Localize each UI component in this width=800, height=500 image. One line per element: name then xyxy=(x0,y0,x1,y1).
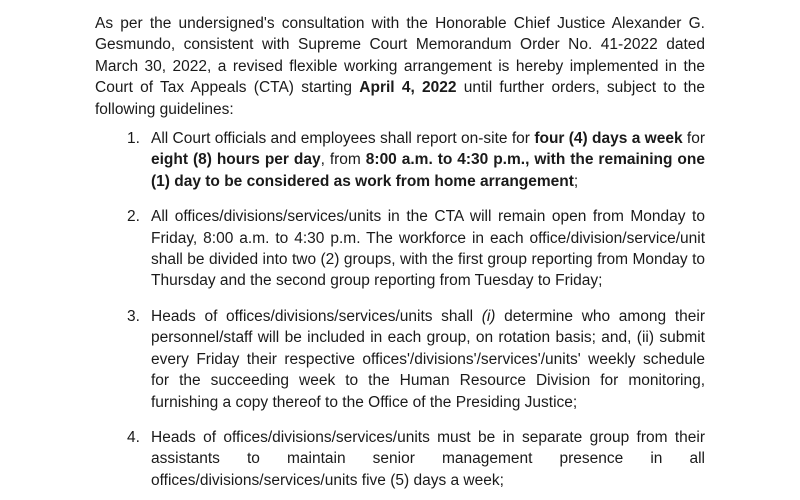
guideline-text xyxy=(151,130,705,190)
guideline-text xyxy=(151,308,705,411)
text-segment-normal: ; xyxy=(573,172,579,190)
guideline-number: 1. xyxy=(127,130,140,148)
guideline-number: 2. xyxy=(127,208,140,226)
text-segment-italic: (i) xyxy=(481,307,496,325)
text-segment-normal: Heads of offices/divisions/services/units shall xyxy=(151,307,482,325)
text-segment-normal: until further orders, subject to the following guidelines: xyxy=(95,79,705,118)
text-segment-normal: All offices/divisions/services/units in the CTA will remain open from Monday to Friday, 8:00 a.m. to 4:30 p.m. The workforce in each office/division/service/unit shall be divided into two (2) groups, with the first group reporting from Monday to Thursday and the second group reporting from Tuesday to Friday; xyxy=(151,208,705,290)
text-segment-normal: All Court officials and employees shall report on-site for xyxy=(151,130,535,148)
text-segment-normal: Heads of offices/divisions/services/units must be in separate group from their assistants to maintain senior management presence in all offices/divisions/services/units five (5) days a week; xyxy=(151,428,705,489)
text-segment-normal: , from xyxy=(320,151,366,169)
guideline-item xyxy=(127,306,705,413)
guideline-item xyxy=(127,427,705,491)
text-segment-bold: April 4, 2022 xyxy=(359,79,457,97)
text-segment-normal: As per the undersigned's consultation with the Honorable Chief Justice Alexander G. Gesmundo, consistent with Supreme Court Memorandum Order No. 41-2022 dated March 30, 2022, a revised flexible working arrangement is hereby implemented in the Court of Tax Appeals (CTA) starting xyxy=(95,15,705,97)
guideline-text xyxy=(151,429,705,489)
text-segment-bold: eight (8) hours per day xyxy=(151,151,321,169)
text-segment-bold: four (4) days a week xyxy=(534,130,683,148)
text-segment-normal: determine who among their personnel/staff will be included in each group, on rotation basis; and, (ii) submit every Friday their respective offices'/divisions'/services'/units' weekly schedule for the succeeding week to the Human Resource Division for monitoring, furnishing a copy thereof to the Office of the Presiding Justice; xyxy=(151,307,705,411)
guidelines-list xyxy=(127,128,705,491)
guideline-text xyxy=(151,208,705,289)
guideline-number: 3. xyxy=(127,307,140,325)
guideline-number: 4. xyxy=(127,428,140,446)
text-segment-bold: 8:00 a.m. to 4:30 p.m., with the remaining one (1) day to be considered as work from home arrangement xyxy=(151,151,705,190)
intro-paragraph xyxy=(95,13,705,120)
text-segment-normal: for xyxy=(682,130,705,148)
guideline-item xyxy=(127,206,705,292)
guideline-item xyxy=(127,128,705,192)
